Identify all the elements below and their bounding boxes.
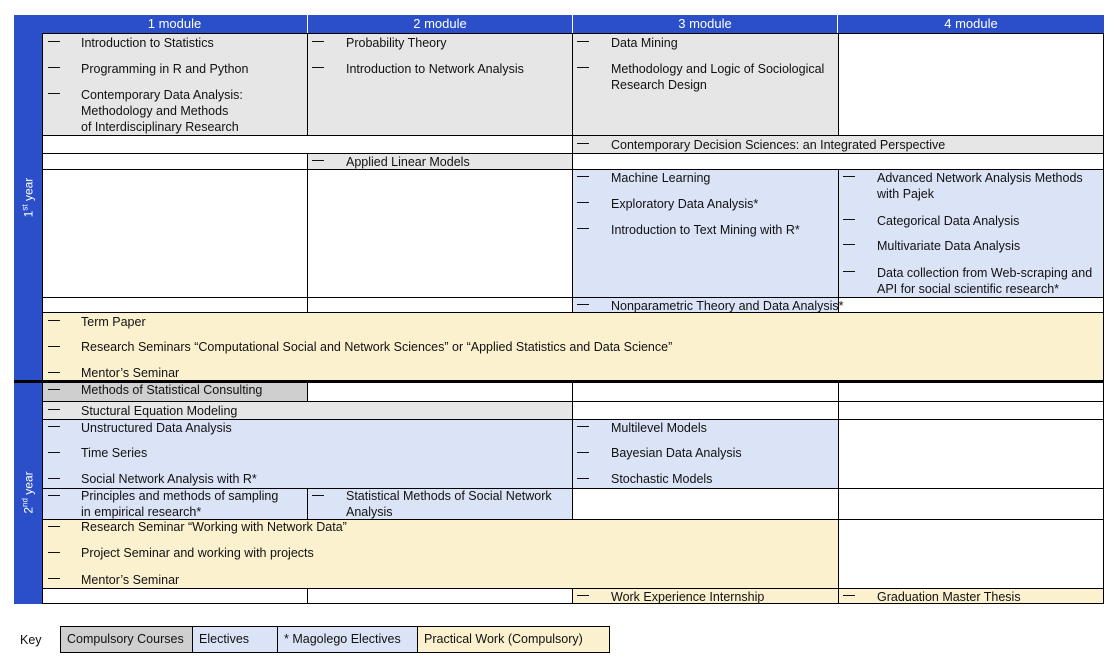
course-item: Unstructured Data Analysis bbox=[81, 421, 232, 435]
dash-bullet bbox=[48, 389, 60, 390]
dash-bullet bbox=[48, 495, 60, 496]
year-1-label: 1st year bbox=[20, 177, 36, 218]
course-item: Methodology and Logic of Sociological Research Design bbox=[611, 62, 825, 92]
course-item: Advanced Network Analysis Methods with Pajek bbox=[877, 171, 1083, 201]
dash-bullet bbox=[577, 228, 589, 229]
empty-cell bbox=[307, 588, 573, 604]
dash-bullet bbox=[577, 41, 589, 42]
dash-bullet bbox=[843, 176, 855, 177]
dash-bullet bbox=[577, 478, 589, 479]
year-1-bar bbox=[14, 15, 42, 380]
course-item: Introduction to Statistics bbox=[81, 36, 214, 50]
empty-cell bbox=[42, 169, 308, 298]
course-item: Contemporary Data Analysis: Methodology and Methods of Interdisciplinary Research bbox=[81, 88, 243, 134]
course-item: Mentor’s Seminar bbox=[81, 573, 180, 587]
empty-cell bbox=[42, 297, 308, 313]
course-item: Social Network Analysis with R* bbox=[81, 472, 257, 486]
course-item: Bayesian Data Analysis bbox=[611, 446, 742, 460]
dash-bullet bbox=[577, 176, 589, 177]
course-item: Time Series bbox=[81, 446, 148, 460]
course-item: Research Seminars “Computational Social and Network Sciences” or “Applied Statistics and Data Science” bbox=[81, 340, 673, 354]
empty-cell bbox=[572, 153, 1104, 170]
dash-bullet bbox=[48, 41, 60, 42]
dash-bullet bbox=[312, 495, 324, 496]
dash-bullet bbox=[48, 409, 60, 410]
header-module-1: 1 module bbox=[42, 15, 308, 33]
course-item: Exploratory Data Analysis* bbox=[611, 197, 759, 211]
empty-cell bbox=[307, 382, 573, 402]
empty-cell bbox=[307, 297, 573, 313]
empty-cell bbox=[42, 153, 308, 170]
year-2-bar bbox=[14, 383, 42, 604]
course-item: Project Seminar and working with projects bbox=[81, 546, 314, 560]
dash-bullet bbox=[577, 67, 589, 68]
empty-cell bbox=[572, 382, 839, 402]
course-item: Stuctural Equation Modeling bbox=[81, 404, 238, 418]
course-item: Nonparametric Theory and Data Analysis* bbox=[611, 299, 844, 313]
course-item: Work Experience Internship bbox=[611, 590, 765, 604]
course-item: Statistical Methods of Social Network Analysis bbox=[346, 489, 552, 519]
dash-bullet bbox=[48, 67, 60, 68]
dash-bullet bbox=[48, 346, 60, 347]
key-label: Key bbox=[20, 633, 42, 647]
course-item: Categorical Data Analysis bbox=[877, 214, 1020, 228]
key-electives: Electives bbox=[192, 626, 278, 653]
course-item: Programming in R and Python bbox=[81, 62, 249, 76]
dash-bullet bbox=[48, 372, 60, 373]
empty-cell bbox=[838, 382, 1104, 402]
dash-bullet bbox=[843, 219, 855, 220]
dash-bullet bbox=[48, 478, 60, 479]
course-item: Introduction to Text Mining with R* bbox=[611, 223, 800, 237]
empty-cell bbox=[42, 135, 573, 154]
dash-bullet bbox=[312, 67, 324, 68]
dash-bullet bbox=[312, 160, 324, 161]
course-item: Machine Learning bbox=[611, 171, 711, 185]
dash-bullet bbox=[843, 595, 855, 596]
empty-cell bbox=[838, 419, 1104, 489]
year-2-label: 2nd year bbox=[20, 471, 36, 514]
course-item: Contemporary Decision Sciences: an Integrated Perspective bbox=[611, 138, 946, 152]
header-module-2: 2 module bbox=[308, 15, 573, 33]
course-item: Stochastic Models bbox=[611, 472, 713, 486]
course-item: Applied Linear Models bbox=[346, 155, 470, 169]
empty-cell bbox=[307, 169, 573, 298]
dash-bullet bbox=[577, 595, 589, 596]
dash-bullet bbox=[577, 202, 589, 203]
key-magolego: * Magolego Electives bbox=[277, 626, 418, 653]
course-item: Data Mining bbox=[611, 36, 678, 50]
dash-bullet bbox=[312, 41, 324, 42]
dash-bullet bbox=[48, 526, 60, 527]
dash-bullet bbox=[48, 320, 60, 321]
header-module-4: 4 module bbox=[838, 15, 1104, 33]
dash-bullet bbox=[48, 426, 60, 427]
dash-bullet bbox=[48, 578, 60, 579]
empty-cell bbox=[572, 488, 839, 520]
key-practical: Practical Work (Compulsory) bbox=[417, 626, 610, 653]
course-item: Multilevel Models bbox=[611, 421, 707, 435]
course-item: Methods of Statistical Consulting bbox=[81, 383, 263, 397]
course-item: Research Seminar “Working with Network Data” bbox=[81, 520, 347, 534]
header-module-3: 3 module bbox=[573, 15, 838, 33]
course-item: Graduation Master Thesis bbox=[877, 590, 1021, 604]
dash-bullet bbox=[577, 426, 589, 427]
dash-bullet bbox=[577, 143, 589, 144]
dash-bullet bbox=[48, 452, 60, 453]
dash-bullet bbox=[48, 552, 60, 553]
course-item: Multivariate Data Analysis bbox=[877, 239, 1021, 253]
dash-bullet bbox=[577, 304, 589, 305]
empty-cell bbox=[572, 401, 839, 420]
course-item: Mentor’s Seminar bbox=[81, 366, 180, 380]
empty-cell bbox=[838, 519, 1104, 589]
dash-bullet bbox=[48, 93, 60, 94]
course-item: Introduction to Network Analysis bbox=[346, 62, 524, 76]
empty-cell bbox=[838, 297, 1104, 313]
empty-cell bbox=[838, 401, 1104, 420]
course-item: Term Paper bbox=[81, 315, 146, 329]
m4-empty-cell bbox=[838, 33, 1104, 136]
empty-cell bbox=[838, 488, 1104, 520]
dash-bullet bbox=[577, 452, 589, 453]
dash-bullet bbox=[843, 271, 855, 272]
course-item: Data collection from Web-scraping and API for social scientific research* bbox=[877, 266, 1093, 296]
course-item: Probability Theory bbox=[346, 36, 447, 50]
dash-bullet bbox=[843, 244, 855, 245]
key-compulsory: Compulsory Courses bbox=[60, 626, 193, 653]
empty-cell bbox=[42, 588, 308, 604]
course-item: Principles and methods of sampling in empirical research* bbox=[81, 489, 279, 519]
